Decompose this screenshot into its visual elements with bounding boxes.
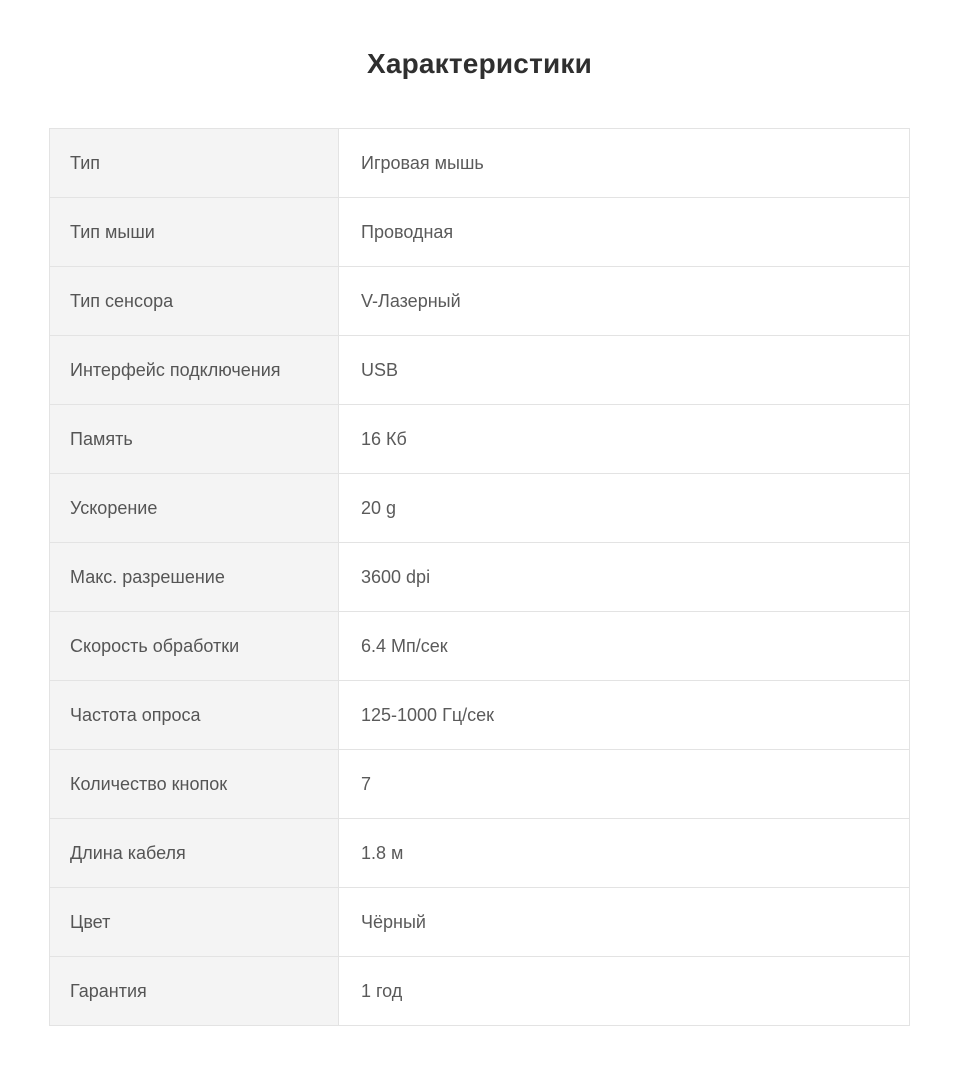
spec-value-warranty: 1 год bbox=[339, 957, 910, 1026]
spec-label-acceleration: Ускорение bbox=[50, 474, 339, 543]
spec-label-polling-rate: Частота опроса bbox=[50, 681, 339, 750]
spec-value-color: Чёрный bbox=[339, 888, 910, 957]
spec-value-button-count: 7 bbox=[339, 750, 910, 819]
table-row bbox=[50, 129, 910, 198]
spec-value-sensor-type: V-Лазерный bbox=[339, 267, 910, 336]
spec-label-interface: Интерфейс подключения bbox=[50, 336, 339, 405]
table-row bbox=[50, 267, 910, 336]
specifications-table bbox=[49, 128, 910, 1026]
spec-value-processing-speed: 6.4 Мп/сек bbox=[339, 612, 910, 681]
table-row bbox=[50, 543, 910, 612]
spec-label-processing-speed: Скорость обработки bbox=[50, 612, 339, 681]
spec-value-polling-rate: 125-1000 Гц/сек bbox=[339, 681, 910, 750]
table-row bbox=[50, 819, 910, 888]
spec-label-max-resolution: Макс. разрешение bbox=[50, 543, 339, 612]
spec-label-mouse-type: Тип мыши bbox=[50, 198, 339, 267]
table-row bbox=[50, 681, 910, 750]
spec-label-warranty: Гарантия bbox=[50, 957, 339, 1026]
spec-value-mouse-type: Проводная bbox=[339, 198, 910, 267]
spec-value-type: Игровая мышь bbox=[339, 129, 910, 198]
table-row bbox=[50, 957, 910, 1026]
table-row bbox=[50, 612, 910, 681]
table-row bbox=[50, 888, 910, 957]
spec-label-color: Цвет bbox=[50, 888, 339, 957]
spec-label-memory: Память bbox=[50, 405, 339, 474]
spec-label-type: Тип bbox=[50, 129, 339, 198]
spec-label-cable-length: Длина кабеля bbox=[50, 819, 339, 888]
spec-label-sensor-type: Тип сенсора bbox=[50, 267, 339, 336]
table-row bbox=[50, 336, 910, 405]
page-title: Характеристики bbox=[366, 48, 593, 79]
table-row bbox=[50, 474, 910, 543]
table-row bbox=[50, 405, 910, 474]
table-row bbox=[50, 198, 910, 267]
spec-label-button-count: Количество кнопок bbox=[50, 750, 339, 819]
spec-value-memory: 16 Кб bbox=[339, 405, 910, 474]
spec-value-max-resolution: 3600 dpi bbox=[339, 543, 910, 612]
spec-value-interface: USB bbox=[339, 336, 910, 405]
spec-value-acceleration: 20 g bbox=[339, 474, 910, 543]
spec-value-cable-length: 1.8 м bbox=[339, 819, 910, 888]
table-row bbox=[50, 750, 910, 819]
